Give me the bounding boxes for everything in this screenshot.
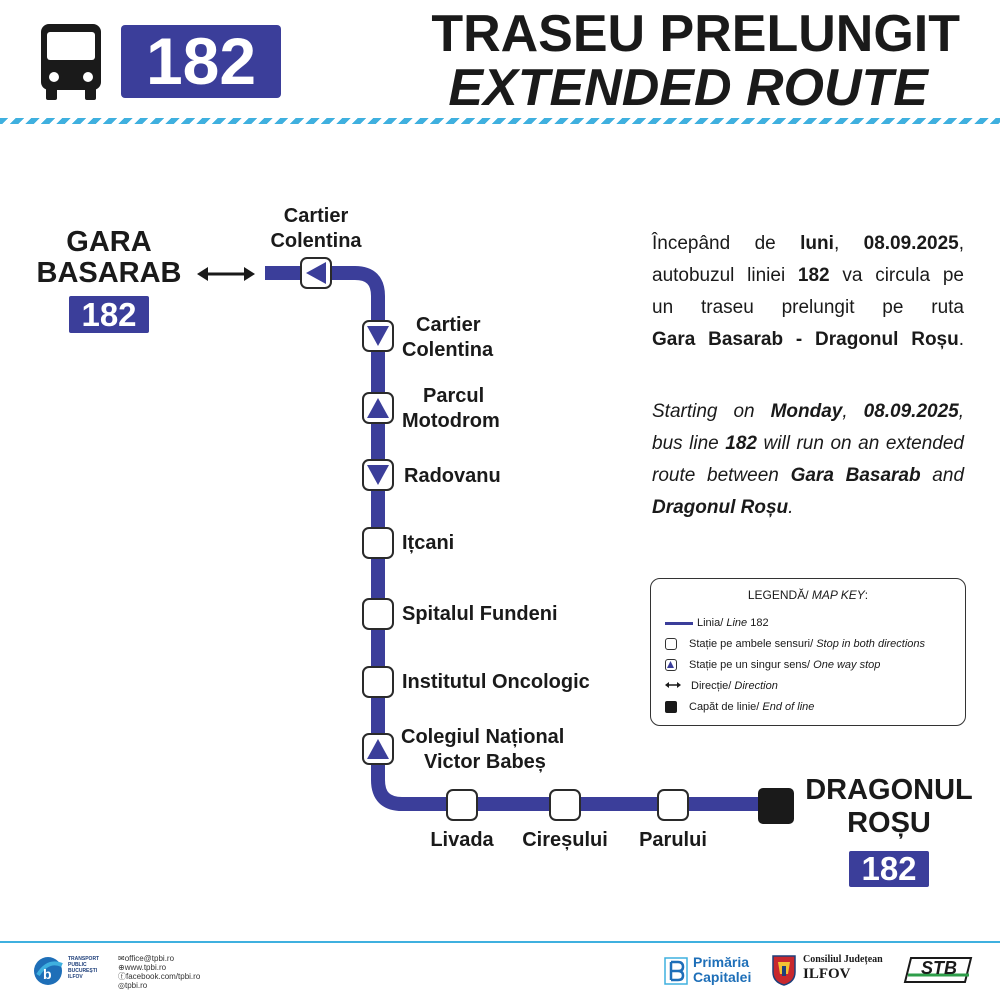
info-ro-line4: Gara Basarab - Dragonul Roșu. <box>652 329 964 350</box>
stop-label: Parcul <box>423 385 485 407</box>
legend-oneway-row: Stație pe un singur sens/ One way stop <box>665 658 880 672</box>
info-en-line4: Dragonul Roșu. <box>652 497 794 518</box>
info-en-line1: Starting on Monday, 08.09.2025, <box>652 401 964 422</box>
end-terminus-name-line1: DRAGONUL <box>805 774 973 806</box>
line-number-badge: 182 <box>121 25 281 98</box>
stop-ciresului <box>549 789 581 821</box>
facebook-icon: ⓕ <box>118 972 126 981</box>
svg-text:b: b <box>43 966 52 982</box>
stop-label: Victor Babeș <box>424 751 546 773</box>
stop-label: Institutul Oncologic <box>402 671 590 693</box>
email-link[interactable]: ✉office@tpbi.ro <box>118 954 175 963</box>
primaria-capitalei-logo <box>664 955 759 987</box>
stop-radovanu <box>362 459 394 491</box>
info-ro-line2: autobuzul liniei 182 va circula pe <box>652 265 964 286</box>
stop-label: Colegiul Național <box>401 726 565 748</box>
stop-livada <box>446 789 478 821</box>
cj-ilfov-logo <box>771 953 891 987</box>
legend-end-icon <box>665 701 677 713</box>
one-way-left-icon <box>302 259 330 287</box>
stop-label: Ițcani <box>402 532 455 554</box>
stop-colegiul-national-victor-babes <box>362 733 394 765</box>
start-line-badge: 182 <box>69 296 149 333</box>
info-ro-line1: Începând de luni, 08.09.2025, <box>652 233 965 254</box>
stop-label: Parului <box>639 829 707 851</box>
stop-label: Livada <box>430 829 494 851</box>
one-way-up-icon <box>364 735 392 763</box>
legend-title: LEGENDĂ/ MAP KEY: <box>747 588 869 602</box>
stop-label: Cartier <box>416 314 481 336</box>
instagram-link[interactable]: ◎tpbi.ro <box>118 981 148 990</box>
stop-itcani <box>362 527 394 559</box>
primaria-text: Capitalei <box>693 969 752 985</box>
primaria-logo-icon <box>664 957 688 985</box>
stb-text: STB <box>921 958 957 978</box>
info-ro-line3: un traseu prelungit pe ruta <box>652 297 964 318</box>
stop-cartier-colentina-west <box>300 257 332 289</box>
tpbi-logo-text: ILFOV <box>68 974 83 980</box>
footer-contacts <box>118 954 200 990</box>
end-line-badge: 182 <box>849 851 929 887</box>
stb-logo <box>903 955 973 985</box>
primaria-text: Primăria <box>693 954 750 970</box>
stop-label: Cartier <box>283 205 349 227</box>
start-terminus-name-line2: BASARAB <box>36 257 182 289</box>
tpbi-logo-icon <box>32 955 66 987</box>
stop-parului <box>657 789 689 821</box>
end-terminus-icon <box>758 788 794 824</box>
info-en-line3: route between Gara Basarab and <box>652 465 965 486</box>
legend-end-row: Capăt de linie/ End of line <box>665 700 814 714</box>
title-en: EXTENDED ROUTE <box>448 59 928 117</box>
facebook-link[interactable]: ⓕfacebook.com/tpbi.ro <box>118 972 201 981</box>
legend-oneway-stop-icon <box>665 659 677 671</box>
cj-text: Consiliul Județean <box>803 954 883 965</box>
start-terminus-name-line1: GARA <box>66 226 152 258</box>
title-ro: TRASEU PRELUNGIT <box>431 5 960 63</box>
stop-cartier-colentina-south <box>362 320 394 352</box>
cj-text: ILFOV <box>803 966 851 982</box>
map-legend <box>650 578 966 726</box>
tpbi-logo-text: BUCUREȘTI <box>68 968 98 974</box>
one-way-down-icon <box>364 461 392 489</box>
tpbi-logo <box>32 955 112 987</box>
info-en-line2: bus line 182 will run on an extended <box>652 433 964 454</box>
instagram-icon: ◎ <box>118 981 125 990</box>
legend-direction-row: Direcție/ Direction <box>665 679 778 693</box>
email-icon: ✉ <box>118 954 125 963</box>
globe-icon: ⊕ <box>118 963 125 972</box>
footer-divider <box>0 941 1000 943</box>
legend-both-row: Stație pe ambele sensuri/ Stop in both directions <box>665 637 925 651</box>
legend-line-row: Linia/ Line 182 <box>665 616 769 630</box>
stop-label: Colentina <box>402 339 494 361</box>
stop-label: Cireșului <box>522 829 608 851</box>
one-way-down-icon <box>364 322 392 350</box>
tpbi-logo-text: TRANSPORT <box>68 956 100 962</box>
cj-ilfov-crest-icon <box>771 954 797 986</box>
stop-label: Radovanu <box>404 465 501 487</box>
tpbi-logo-text: PUBLIC <box>68 962 87 968</box>
legend-both-stop-icon <box>665 638 677 650</box>
web-link[interactable]: ⊕www.tpbi.ro <box>118 963 167 972</box>
stop-institutul-oncologic <box>362 666 394 698</box>
legend-direction-arrow-icon <box>665 679 681 693</box>
legend-line-icon <box>665 622 693 625</box>
end-terminus-name-line2: ROȘU <box>847 807 931 839</box>
stop-label: Colentina <box>270 230 362 252</box>
stop-label: Spitalul Fundeni <box>402 603 558 625</box>
stop-label: Motodrom <box>402 410 500 432</box>
direction-arrow-icon <box>196 264 256 284</box>
stop-parcul-motodrom <box>362 392 394 424</box>
one-way-up-icon <box>364 394 392 422</box>
stop-spitalul-fundeni <box>362 598 394 630</box>
